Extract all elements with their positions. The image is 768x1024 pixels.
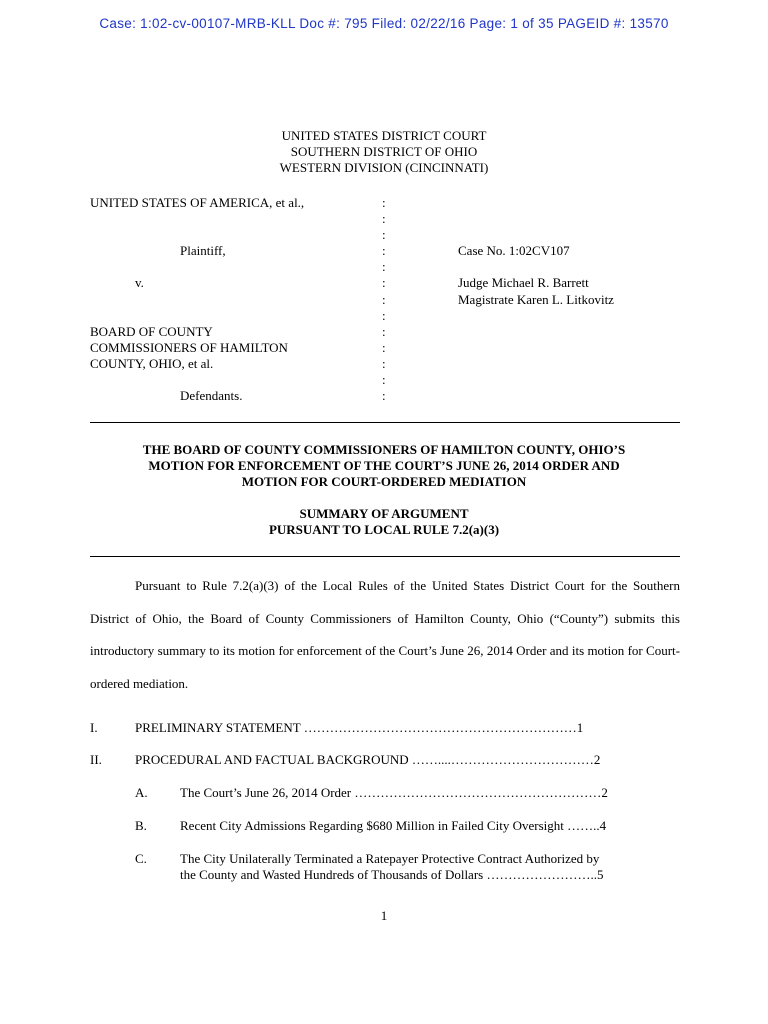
toc-entry-line-1: The City Unilaterally Terminated a Ratepayer Protective Contract Authorized by [180,851,600,866]
court-division: WESTERN DIVISION (CINCINNATI) [279,160,489,175]
toc-item-a [90,785,680,801]
toc-item-i [90,720,680,736]
toc-entry-line-2: the County and Wasted Hundreds of Thousands of Dollars ……………………..5 [180,867,604,882]
toc-entry-text: The Court’s June 26, 2014 Order …………………………………………………2 [180,785,608,800]
caption-colon: : [382,355,386,371]
caption-colon: : [382,339,386,355]
motion-title [0,442,768,490]
caption-colon: : [382,195,386,210]
versus: v. [135,275,144,291]
caption-colon: : [382,291,386,307]
toc-entry-text [180,851,680,883]
case-number: Case No. 1:02CV107 [458,243,570,259]
judge-name: Judge Michael R. Barrett [458,275,589,291]
caption-colon: : [382,307,386,323]
toc-number: B. [135,818,147,833]
divider-top [90,422,680,423]
divider-bottom [90,556,680,557]
caption-colon: : [382,243,386,259]
toc-number: A. [135,785,148,800]
summary-heading-line-1: SUMMARY OF ARGUMENT [299,506,469,521]
defendant-role: Defendants. [180,388,243,404]
caption-colon: : [382,388,386,404]
summary-heading-line-2: PURSUANT TO LOCAL RULE 7.2(a)(3) [268,522,500,537]
caption-colon: : [382,275,386,291]
toc-number: I. [90,720,98,735]
page-number: 1 [380,908,388,923]
defendant-line-1: BOARD OF COUNTY [90,323,213,339]
plaintiff-party: UNITED STATES OF AMERICA, et al., [90,195,305,210]
court-district: SOUTHERN DISTRICT OF OHIO [290,144,478,159]
defendant-line-2: COMMISSIONERS OF HAMILTON [90,339,288,355]
summary-heading [0,506,768,538]
intro-paragraph: Pursuant to Rule 7.2(a)(3) of the Local Rules of the United States District Court for the Southern District of Ohio, the Board of County Commissioners of Hamilton County, Ohio (“County”) submits this introductory summary to its motion for enforcement of the Court’s June 26, 2014 Order and its motion for Court-ordered mediation. [90,578,680,691]
court-heading [0,128,768,176]
caption-colon: : [382,323,386,339]
court-name: UNITED STATES DISTRICT COURT [281,128,487,143]
plaintiff-role: Plaintiff, [180,243,226,259]
toc-entry-text: Recent City Admissions Regarding $680 Million in Failed City Oversight ……..4 [180,818,607,833]
toc-number: II. [90,752,102,767]
magistrate-name: Magistrate Karen L. Litkovitz [458,291,614,307]
caption-colon: : [382,372,386,388]
caption-colon: : [382,227,386,243]
toc-entry-text: PROCEDURAL AND FACTUAL BACKGROUND ……....……………………………2 [135,752,601,767]
toc-item-b [90,818,680,834]
motion-title-line-1: THE BOARD OF COUNTY COMMISSIONERS OF HAMILTON COUNTY, OHIO’S [142,442,626,457]
toc-entry-text: PRELIMINARY STATEMENT ………………………………………………………1 [135,720,584,735]
defendant-line-3: COUNTY, OHIO, et al. [90,355,214,371]
toc-number: C. [135,851,147,866]
toc-item-ii [90,752,680,768]
motion-title-line-3: MOTION FOR COURT-ORDERED MEDIATION [241,474,527,489]
toc-item-c [90,851,680,885]
case-caption [90,195,690,404]
caption-colon: : [382,259,386,275]
filing-stamp: Case: 1:02-cv-00107-MRB-KLL Doc #: 795 Filed: 02/22/16 Page: 1 of 35 PAGEID #: 13570 [99,16,669,31]
motion-title-line-2: MOTION FOR ENFORCEMENT OF THE COURT’S JUNE 26, 2014 ORDER AND [148,458,620,473]
caption-colon: : [382,211,386,227]
